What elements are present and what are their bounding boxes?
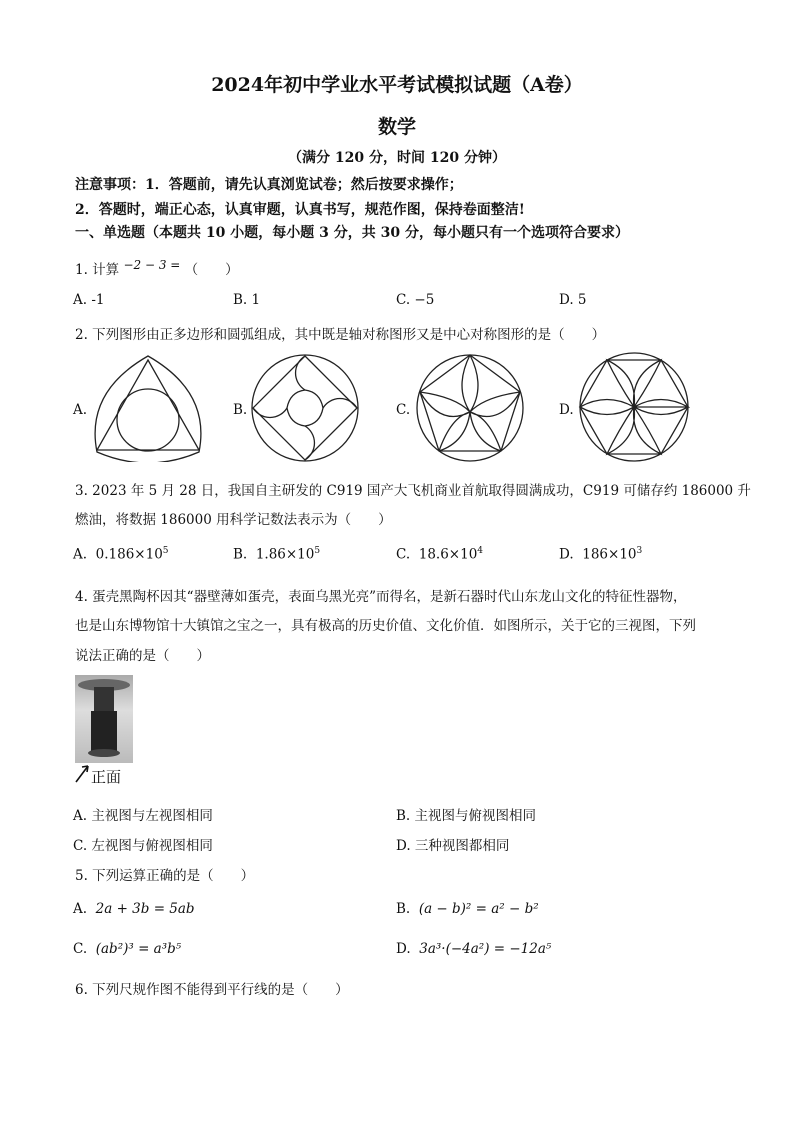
q1-paren: （ ）	[184, 262, 239, 278]
q2-stem: 2. 下列图形由正多边形和圆弧组成，其中既是轴对称图形又是中心对称图形的是（ ）	[75, 327, 606, 343]
q5-option-b	[396, 901, 539, 917]
cup-icon	[75, 675, 133, 763]
q1-option-b: B. 1	[233, 292, 261, 308]
q4-front-caption: 正面	[91, 768, 122, 786]
q5-option-a-expr: 2a + 3b = 5ab	[95, 901, 195, 917]
q3-option-a-label: A.	[73, 546, 88, 563]
q4-option-c: C. 左视图与俯视图相同	[73, 838, 213, 854]
q4-option-b: B. 主视图与俯视图相同	[396, 808, 537, 824]
q5-option-d	[396, 941, 551, 957]
q2-label-b: B.	[233, 402, 248, 418]
q1-expr: −2 − 3 =	[123, 258, 181, 272]
q5-option-d-label: D.	[396, 941, 411, 957]
notes-line1: 注意事项：1．答题前，请先认真浏览试卷；然后按要求操作；	[75, 177, 463, 193]
q4-stem-line2: 也是山东博物馆十大镇馆之宝之一，具有极高的历史价值、文化价值．如图所示，关于它的三视图，下列	[75, 618, 696, 634]
q4-stem-line1: 4. 蛋壳黑陶杯因其“器壁薄如蛋壳，表面乌黑光亮”而得名，是新石器时代山东龙山文化的特征性器物，	[75, 589, 687, 605]
q3-option-c-label: C.	[396, 546, 411, 563]
notes-line2: 2．答题时，端正心态，认真审题，认真书写，规范作图，保持卷面整洁!	[75, 202, 525, 218]
q1-stem-text: 1. 计算	[75, 262, 120, 278]
q5-stem: 5. 下列运算正确的是（ ）	[75, 868, 255, 884]
q1-option-d: D. 5	[559, 292, 587, 308]
subject-title: 数学	[377, 116, 416, 138]
q1-option-a: A. -1	[73, 292, 105, 308]
q2-label-d: D.	[559, 402, 574, 418]
q5-option-d-expr: 3a³·(−4a²) = −12a⁵	[419, 941, 552, 957]
q2-figure-a	[86, 352, 211, 462]
q5-option-c	[73, 941, 181, 957]
q3-option-a-base: 0.186×10	[95, 546, 163, 563]
q5-option-c-expr: (ab²)³ = a³b⁵	[95, 941, 182, 957]
q6-stem: 6. 下列尺规作图不能得到平行线的是（ ）	[75, 982, 349, 998]
q3-option-c	[396, 546, 483, 563]
q4-stem-line3: 说法正确的是（ ）	[75, 648, 210, 664]
q3-option-b	[233, 546, 320, 563]
q4-option-a: A. 主视图与左视图相同	[73, 808, 213, 824]
q2-figure-d	[578, 350, 690, 464]
q3-option-d-base: 186×10	[582, 546, 637, 563]
q5-option-a	[73, 901, 195, 917]
q2-label-c: C.	[396, 402, 411, 418]
q5-option-b-label: B.	[396, 901, 411, 917]
q3-option-d	[559, 546, 642, 563]
q5-option-a-label: A.	[73, 901, 88, 917]
score-time: （满分 120 分，时间 120 分钟）	[288, 150, 506, 166]
q3-stem-line1: 3. 2023 年 5 月 28 日，我国自主研发的 C919 国产大飞机商业首航取得圆满成功，C919 可储存约 186000 升	[75, 483, 751, 499]
q5-option-b-expr: (a − b)² = a² − b²	[418, 901, 539, 917]
q3-option-b-base: 1.86×10	[255, 546, 315, 563]
q1-option-c: C. −5	[396, 292, 435, 308]
q3-option-c-exp: 4	[477, 546, 484, 556]
q3-option-d-label: D.	[559, 546, 574, 563]
q2-figure-b	[250, 352, 360, 464]
black-pottery-cup-photo	[75, 675, 133, 763]
q3-option-c-base: 18.6×10	[418, 546, 478, 563]
q5-option-c-label: C.	[73, 941, 88, 957]
q2-label-a: A.	[73, 402, 88, 418]
exam-title: 2024年初中学业水平考试模拟试题（A卷）	[211, 74, 583, 96]
q3-stem-line2: 燃油，将数据 186000 用科学记数法表示为（ ）	[75, 512, 392, 528]
q4-option-d: D. 三种视图都相同	[396, 838, 510, 854]
q3-option-b-exp: 5	[314, 546, 321, 556]
q3-option-b-label: B.	[233, 546, 248, 563]
arrow-icon	[74, 762, 92, 784]
q3-option-a-exp: 5	[162, 546, 169, 556]
q3-option-d-exp: 3	[636, 546, 643, 556]
q2-figure-c	[414, 352, 526, 464]
section-heading: 一、单选题（本题共 10 小题，每小题 3 分，共 30 分，每小题只有一个选项符合要求）	[75, 225, 629, 241]
q1-stem	[75, 258, 239, 278]
q3-option-a	[73, 546, 169, 563]
